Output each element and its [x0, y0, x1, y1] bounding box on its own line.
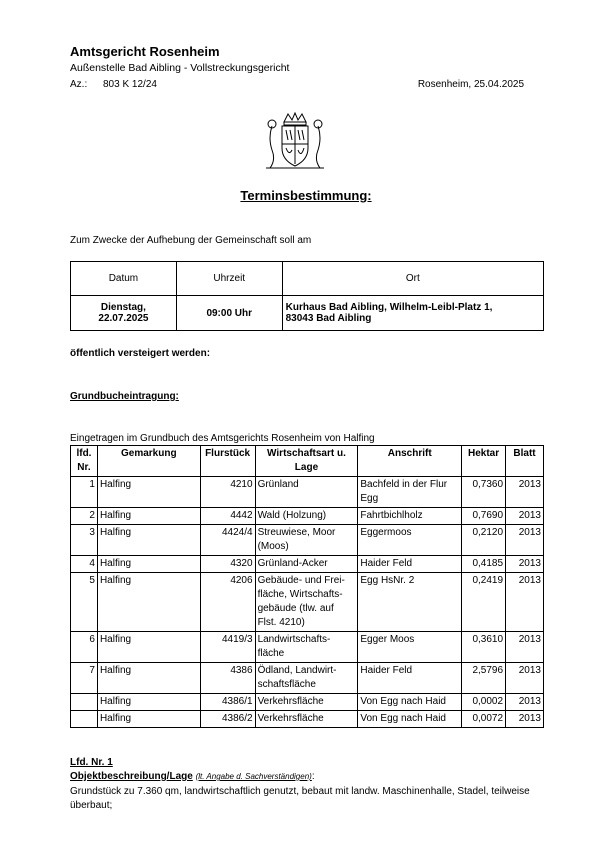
anschrift-cell: Von Egg nach Haid — [358, 694, 462, 711]
blatt-cell: 2013 — [506, 477, 544, 508]
coat-of-arms-icon — [262, 112, 328, 172]
col-wirtschaftsart: Wirtschaftsart u. Lage — [255, 446, 358, 477]
col-gemarkung: Gemarkung — [97, 446, 200, 477]
flurstueck-cell: 4210 — [200, 477, 255, 508]
appointment-place-line2: 83043 Bad Aibling — [285, 313, 372, 324]
gemarkung-cell: Halfing — [97, 508, 200, 525]
flurstueck-cell: 4424/4 — [200, 525, 255, 556]
lot-heading: Lfd. Nr. 1 — [70, 757, 113, 768]
blatt-cell: 2013 — [506, 694, 544, 711]
gemarkung-cell: Halfing — [97, 711, 200, 728]
flurstueck-cell: 4386/2 — [200, 711, 255, 728]
lfd-nr-cell — [71, 694, 98, 711]
appointment-table — [70, 261, 544, 331]
register-caption: Eingetragen im Grundbuch des Amtsgerichts Rosenheim von Halfing — [70, 433, 375, 444]
lfd-nr-cell: 7 — [71, 663, 98, 694]
gemarkung-cell: Halfing — [97, 525, 200, 556]
header-date: Datum — [71, 262, 177, 296]
flurstueck-cell: 4206 — [200, 573, 255, 632]
lfd-nr-cell: 1 — [71, 477, 98, 508]
object-description-heading — [70, 771, 315, 782]
anschrift-cell: Egger Moos — [358, 632, 462, 663]
anschrift-cell: Von Egg nach Haid — [358, 711, 462, 728]
object-description-title: Objektbeschreibung/Lage — [70, 771, 193, 782]
flurstueck-cell: 4386 — [200, 663, 255, 694]
document-title: Terminsbestimmung: — [240, 188, 372, 203]
flurstueck-cell: 4386/1 — [200, 694, 255, 711]
court-name: Amtsgericht Rosenheim — [70, 44, 220, 59]
lfd-nr-cell: 6 — [71, 632, 98, 663]
table-row — [71, 525, 544, 556]
wirtschaftsart-cell: Wald (Holzung) — [255, 508, 358, 525]
col-flurstueck: Flurstück — [200, 446, 255, 477]
flurstueck-cell: 4320 — [200, 556, 255, 573]
blatt-cell: 2013 — [506, 663, 544, 694]
hektar-cell: 0,2120 — [462, 525, 506, 556]
blatt-cell: 2013 — [506, 525, 544, 556]
auction-note: öffentlich versteigert werden: — [70, 348, 211, 359]
wirtschaftsart-cell: Grünland-Acker — [255, 556, 358, 573]
anschrift-cell: Fahrtbichlholz — [358, 508, 462, 525]
anschrift-cell: Egg HsNr. 2 — [358, 573, 462, 632]
blatt-cell: 2013 — [506, 711, 544, 728]
table-row — [71, 556, 544, 573]
gemarkung-cell: Halfing — [97, 663, 200, 694]
wirtschaftsart-cell: Ödland, Landwirt- schaftsfläche — [255, 663, 358, 694]
anschrift-cell: Bachfeld in der Flur Egg — [358, 477, 462, 508]
hektar-cell: 0,3610 — [462, 632, 506, 663]
wirtschaftsart-cell: Streuwiese, Moor (Moos) — [255, 525, 358, 556]
blatt-cell: 2013 — [506, 508, 544, 525]
parcels-table — [70, 445, 544, 728]
wirtschaftsart-cell: Verkehrsfläche — [255, 711, 358, 728]
gemarkung-cell: Halfing — [97, 477, 200, 508]
table-row — [71, 711, 544, 728]
lfd-nr-cell: 2 — [71, 508, 98, 525]
lfd-nr-cell: 5 — [71, 573, 98, 632]
wirtschaftsart-cell: Gebäude- und Frei- fläche, Wirtschafts- gebäude (tlw. auf Flst. 4210) — [255, 573, 358, 632]
blatt-cell: 2013 — [506, 556, 544, 573]
land-register-heading: Grundbucheintragung: — [70, 391, 179, 402]
blatt-cell: 2013 — [506, 632, 544, 663]
case-number-label: Az.: — [70, 79, 88, 90]
hektar-cell: 0,7690 — [462, 508, 506, 525]
object-description-colon: : — [311, 771, 315, 782]
flurstueck-cell: 4442 — [200, 508, 255, 525]
appointment-date — [71, 296, 177, 331]
table-row — [71, 632, 544, 663]
appointment-place-line1: Kurhaus Bad Aibling, Wilhelm-Leibl-Platz 1, — [285, 302, 493, 313]
appointment-weekday: Dienstag, — [100, 302, 146, 313]
object-description-source: (lt. Angabe d. Sachverständigen) — [195, 772, 312, 781]
appointment-time: 09:00 Uhr — [176, 296, 282, 331]
col-blatt: Blatt — [506, 446, 544, 477]
case-number: 803 K 12/24 — [103, 79, 157, 90]
col-lfd-nr: lfd. Nr. — [71, 446, 98, 477]
anschrift-cell: Haider Feld — [358, 556, 462, 573]
lfd-nr-cell — [71, 711, 98, 728]
header-place: Ort — [282, 262, 543, 296]
header-time: Uhrzeit — [176, 262, 282, 296]
hektar-cell: 0,0002 — [462, 694, 506, 711]
gemarkung-cell: Halfing — [97, 632, 200, 663]
col-anschrift: Anschrift — [358, 446, 462, 477]
table-row — [71, 694, 544, 711]
anschrift-cell: Eggermoos — [358, 525, 462, 556]
blatt-cell: 2013 — [506, 573, 544, 632]
gemarkung-cell: Halfing — [97, 694, 200, 711]
table-row — [71, 508, 544, 525]
wirtschaftsart-cell: Landwirtschafts- fläche — [255, 632, 358, 663]
lfd-nr-cell: 3 — [71, 525, 98, 556]
hektar-cell: 0,7360 — [462, 477, 506, 508]
court-branch: Außenstelle Bad Aibling - Vollstreckungsgericht — [70, 62, 290, 74]
hektar-cell: 0,0072 — [462, 711, 506, 728]
city-date: Rosenheim, 25.04.2025 — [417, 79, 524, 90]
appointment-place — [282, 296, 543, 331]
wirtschaftsart-cell: Verkehrsfläche — [255, 694, 358, 711]
anschrift-cell: Haider Feld — [358, 663, 462, 694]
table-row — [71, 663, 544, 694]
lfd-nr-cell: 4 — [71, 556, 98, 573]
intro-text: Zum Zwecke der Aufhebung der Gemeinschaft soll am — [70, 235, 312, 246]
flurstueck-cell: 4419/3 — [200, 632, 255, 663]
col-hektar: Hektar — [462, 446, 506, 477]
wirtschaftsart-cell: Grünland — [255, 477, 358, 508]
appointment-day: 22.07.2025 — [98, 313, 149, 324]
gemarkung-cell: Halfing — [97, 573, 200, 632]
table-row — [71, 573, 544, 632]
hektar-cell: 2,5796 — [462, 663, 506, 694]
object-description-text: Grundstück zu 7.360 qm, landwirtschaftlich genutzt, bebaut mit landw. Maschinenhalle, Stadel, teilweise überbaut; — [70, 786, 530, 811]
gemarkung-cell: Halfing — [97, 556, 200, 573]
hektar-cell: 0,4185 — [462, 556, 506, 573]
hektar-cell: 0,2419 — [462, 573, 506, 632]
table-row — [71, 477, 544, 508]
